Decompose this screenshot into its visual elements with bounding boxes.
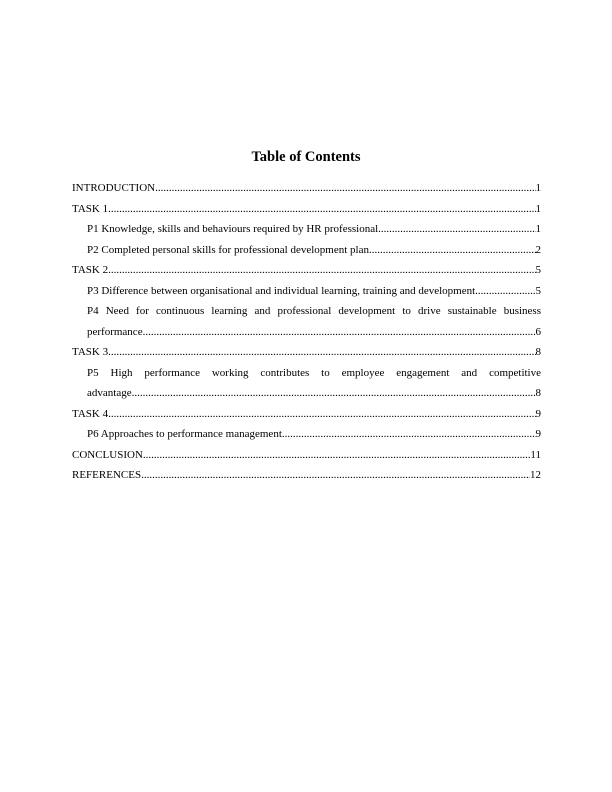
toc-entry-p4[interactable] [72, 301, 541, 342]
toc-entry-page: 8 [535, 346, 541, 358]
toc-entry-task-1[interactable] [72, 199, 541, 220]
toc-entry-task-3[interactable] [72, 342, 541, 363]
dot-leader [108, 342, 535, 363]
toc-entry-page: 9 [535, 407, 541, 420]
toc-entry-label: P6 Approaches to performance management [87, 428, 282, 440]
dot-leader [378, 219, 535, 240]
toc-entry-label-line-1: P5 High performance working contributes to employee engagement and competitive [87, 366, 541, 379]
toc-entry-label-line-2: performance [87, 325, 143, 338]
toc-entry-p1[interactable] [72, 219, 541, 240]
toc-entry-page: 9 [535, 428, 541, 440]
toc-entry-label: TASK 1 [72, 202, 109, 215]
dot-leader [143, 322, 536, 343]
dot-leader [108, 404, 535, 425]
dot-leader [108, 260, 535, 281]
toc-entry-page: 1 [535, 223, 541, 235]
dot-leader [475, 281, 535, 302]
toc-entry-page: 1 [535, 182, 541, 194]
toc-entry-page: 8 [535, 387, 541, 399]
toc-entry-page: 6 [535, 325, 541, 338]
toc-entry-label: INTRODUCTION [72, 182, 156, 194]
toc-entry-label-line-2: advantage [87, 387, 132, 399]
toc-entry-conclusion[interactable] [72, 445, 541, 466]
toc-entry-introduction[interactable] [72, 178, 541, 199]
dot-leader [108, 199, 535, 220]
toc-entry-page: 5 [535, 264, 541, 276]
toc-entry-page: 1 [535, 202, 541, 215]
toc-entry-p2[interactable] [72, 240, 541, 261]
toc-entry-label: TASK 2 [72, 264, 109, 276]
toc-entry-page: 12 [530, 469, 541, 481]
toc-entry-label: CONCLUSION [72, 448, 143, 461]
toc-entry-page: 5 [535, 284, 541, 297]
toc-entry-label: P3 Difference between organisational and individual learning, training and development [87, 284, 476, 297]
dot-leader [369, 240, 536, 261]
toc-entry-references[interactable] [72, 465, 541, 486]
toc-entry-label: TASK 4 [72, 407, 109, 420]
toc-entry-p6[interactable] [72, 424, 541, 445]
dot-leader [143, 445, 531, 466]
dot-leader [282, 424, 536, 445]
toc-entry-p5[interactable] [72, 363, 541, 404]
toc-entry-p3[interactable] [72, 281, 541, 302]
toc-entry-label: REFERENCES [72, 469, 142, 481]
toc-entry-label: P2 Completed personal skills for professional development plan [87, 243, 369, 256]
toc-entry-task-4[interactable] [72, 404, 541, 425]
toc-entry-label: P1 Knowledge, skills and behaviours required by HR professional [87, 223, 379, 235]
dot-leader [141, 465, 530, 486]
toc-title: Table of Contents [251, 149, 361, 165]
toc-entry-page: 2 [535, 243, 541, 256]
toc-entry-page: 11 [530, 448, 541, 461]
toc-entry-label: TASK 3 [72, 346, 109, 358]
dot-leader [132, 383, 536, 404]
dot-leader [155, 178, 535, 199]
table-of-contents [72, 178, 541, 486]
toc-entry-task-2[interactable] [72, 260, 541, 281]
toc-entry-label-line-1: P4 Need for continuous learning and professional development to drive sustainable business [87, 305, 541, 317]
